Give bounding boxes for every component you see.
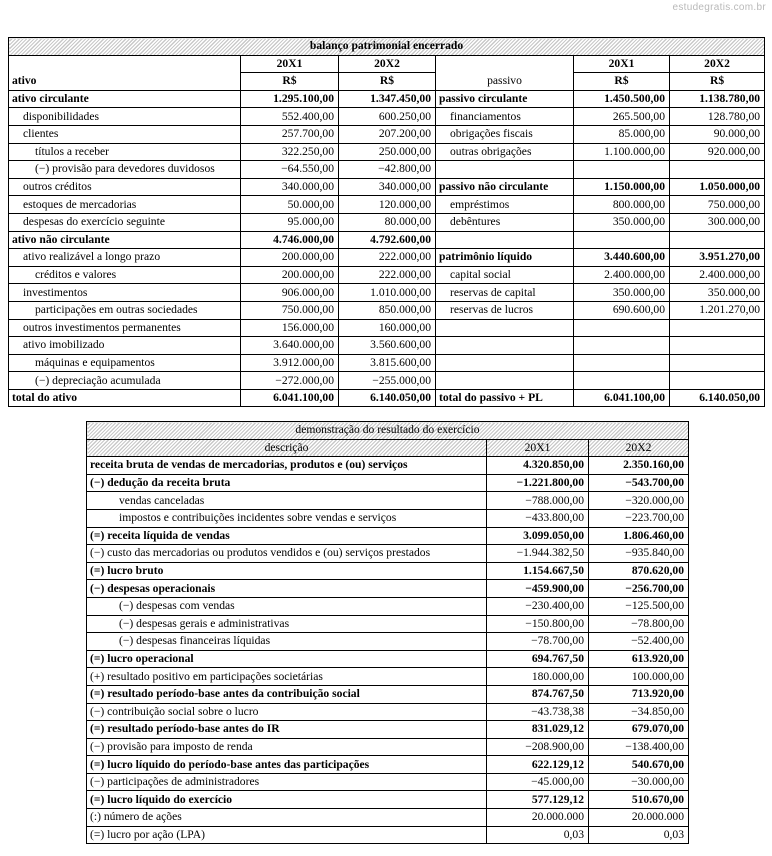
passivo-account-label: reservas de capital: [436, 284, 574, 302]
income-value-20x2: 713.920,00: [589, 685, 689, 703]
passivo-value-20x1: 350.000,00: [574, 213, 670, 231]
income-row: [87, 773, 689, 791]
income-row: [87, 721, 689, 739]
passivo-value-20x2: 350.000,00: [670, 284, 765, 302]
income-value-20x2: 20.000.000: [589, 809, 689, 827]
income-value-20x1: 831.029,12: [487, 721, 589, 739]
income-value-20x2: −78.800,00: [589, 615, 689, 633]
passivo-account-label: passivo circulante: [436, 90, 574, 108]
ativo-value-20x2: 160.000,00: [339, 319, 436, 337]
balance-row: [9, 231, 765, 249]
passivo-year-1-header: 20X1: [574, 55, 670, 73]
income-line-label: (−) contribuição social sobre o lucro: [87, 703, 487, 721]
ativo-account-label: estoques de mercadorias: [9, 196, 241, 214]
income-value-20x2: −52.400,00: [589, 633, 689, 651]
income-value-20x2: 100.000,00: [589, 668, 689, 686]
passivo-account-label: outras obrigações: [436, 143, 574, 161]
passivo-value-20x1: 85.000,00: [574, 125, 670, 143]
income-value-20x2: 870.620,00: [589, 562, 689, 580]
income-value-20x1: 3.099.050,00: [487, 527, 589, 545]
income-value-20x2: −34.850,00: [589, 703, 689, 721]
passivo-account-label: [436, 372, 574, 390]
ativo-account-label: ativo imobilizado: [9, 337, 241, 355]
income-value-20x1: 622.129,12: [487, 756, 589, 774]
passivo-account-label: capital social: [436, 266, 574, 284]
passivo-value-20x2: 2.400.000,00: [670, 266, 765, 284]
totals-row: [9, 389, 765, 407]
passivo-value-20x1: 1.100.000,00: [574, 143, 670, 161]
ativo-value-20x1: −272.000,00: [241, 372, 339, 390]
ativo-value-20x2: 120.000,00: [339, 196, 436, 214]
balance-row: [9, 196, 765, 214]
ativo-value-20x1: 3.912.000,00: [241, 354, 339, 372]
income-line-label: (=) lucro bruto: [87, 562, 487, 580]
blank-header-cell: [9, 55, 241, 73]
passivo-value-20x2: 90.000,00: [670, 125, 765, 143]
passivo-value-20x1: 690.600,00: [574, 301, 670, 319]
balance-row: [9, 213, 765, 231]
ativo-account-label: (−) depreciação acumulada: [9, 372, 241, 390]
income-row: [87, 509, 689, 527]
passivo-value-20x1: 350.000,00: [574, 284, 670, 302]
passivo-value-20x1: 800.000,00: [574, 196, 670, 214]
balance-row: [9, 143, 765, 161]
currency-label: R$: [574, 73, 670, 91]
passivo-account-label: financiamentos: [436, 108, 574, 126]
income-value-20x2: −30.000,00: [589, 773, 689, 791]
income-row: [87, 738, 689, 756]
income-row: [87, 756, 689, 774]
ativo-value-20x2: 80.000,00: [339, 213, 436, 231]
income-line-label: (=) resultado período-base antes da contribuição social: [87, 685, 487, 703]
ativo-value-20x1: 200.000,00: [241, 249, 339, 267]
income-row: [87, 685, 689, 703]
balance-row: [9, 161, 765, 179]
currency-label: R$: [670, 73, 765, 91]
ativo-account-label: títulos a receber: [9, 143, 241, 161]
passivo-value-20x2: [670, 319, 765, 337]
ativo-value-20x2: 340.000,00: [339, 178, 436, 196]
ativo-value-20x2: 850.000,00: [339, 301, 436, 319]
ativo-value-20x2: 3.815.600,00: [339, 354, 436, 372]
passivo-account-label: debêntures: [436, 213, 574, 231]
income-row: [87, 791, 689, 809]
income-value-20x1: 180.000,00: [487, 668, 589, 686]
balance-row: [9, 337, 765, 355]
income-value-20x1: −230.400,00: [487, 597, 589, 615]
income-value-20x2: −320.000,00: [589, 492, 689, 510]
income-value-20x2: 510.670,00: [589, 791, 689, 809]
income-row: [87, 474, 689, 492]
passivo-account-label: reservas de lucros: [436, 301, 574, 319]
ativo-account-label: participações em outras sociedades: [9, 301, 241, 319]
income-row: [87, 580, 689, 598]
passivo-value-20x2: [670, 337, 765, 355]
income-value-20x2: −256.700,00: [589, 580, 689, 598]
income-value-20x2: −125.500,00: [589, 597, 689, 615]
income-line-label: (=) lucro líquido do período-base antes das participações: [87, 756, 487, 774]
balance-row: [9, 319, 765, 337]
income-value-20x2: 613.920,00: [589, 650, 689, 668]
balance-row: [9, 90, 765, 108]
income-row: [87, 492, 689, 510]
ativo-value-20x1: 552.400,00: [241, 108, 339, 126]
total-ativo-20x2: 6.140.050,00: [339, 389, 436, 407]
ativo-account-label: outros créditos: [9, 178, 241, 196]
total-passivo-20x1: 6.041.100,00: [574, 389, 670, 407]
income-value-20x2: −543.700,00: [589, 474, 689, 492]
income-value-20x1: −150.800,00: [487, 615, 589, 633]
passivo-value-20x1: 2.400.000,00: [574, 266, 670, 284]
income-statement-title: demonstração do resultado do exercício: [87, 422, 689, 440]
total-ativo-label: total do ativo: [9, 389, 241, 407]
passivo-value-20x2: 300.000,00: [670, 213, 765, 231]
passivo-value-20x2: [670, 372, 765, 390]
income-value-20x2: 0,03: [589, 826, 689, 844]
ativo-value-20x2: 3.560.600,00: [339, 337, 436, 355]
income-row: [87, 668, 689, 686]
income-line-label: (−) dedução da receita bruta: [87, 474, 487, 492]
year-1-header: 20X1: [487, 439, 589, 457]
passivo-value-20x1: [574, 354, 670, 372]
ativo-value-20x2: 4.792.600,00: [339, 231, 436, 249]
passivo-account-label: obrigações fiscais: [436, 125, 574, 143]
ativo-year-2-header: 20X2: [339, 55, 436, 73]
ativo-account-label: créditos e valores: [9, 266, 241, 284]
ativo-year-1-header: 20X1: [241, 55, 339, 73]
passivo-value-20x1: [574, 337, 670, 355]
watermark: estudegratis.com.br: [672, 2, 766, 13]
ativo-value-20x2: −42.800,00: [339, 161, 436, 179]
income-row: [87, 545, 689, 563]
passivo-value-20x2: 1.050.000,00: [670, 178, 765, 196]
income-row: [87, 809, 689, 827]
income-value-20x1: −45.000,00: [487, 773, 589, 791]
ativo-value-20x1: 95.000,00: [241, 213, 339, 231]
passivo-value-20x2: [670, 231, 765, 249]
income-row: [87, 650, 689, 668]
total-ativo-20x1: 6.041.100,00: [241, 389, 339, 407]
passivo-account-label: patrimônio líquido: [436, 249, 574, 267]
ativo-value-20x2: 1.347.450,00: [339, 90, 436, 108]
ativo-account-label: ativo realizável a longo prazo: [9, 249, 241, 267]
currency-label: R$: [339, 73, 436, 91]
income-row: [87, 597, 689, 615]
passivo-value-20x1: 3.440.600,00: [574, 249, 670, 267]
passivo-value-20x1: [574, 231, 670, 249]
passivo-value-20x1: [574, 372, 670, 390]
passivo-value-20x2: [670, 161, 765, 179]
ativo-value-20x1: 50.000,00: [241, 196, 339, 214]
income-value-20x1: −1.221.800,00: [487, 474, 589, 492]
passivo-account-label: [436, 354, 574, 372]
passivo-value-20x1: 265.500,00: [574, 108, 670, 126]
passivo-account-label: [436, 231, 574, 249]
passivo-value-20x2: 1.201.270,00: [670, 301, 765, 319]
ativo-value-20x1: 1.295.100,00: [241, 90, 339, 108]
income-line-label: (−) custo das mercadorias ou produtos vendidos e (ou) serviços prestados: [87, 545, 487, 563]
income-value-20x2: −935.840,00: [589, 545, 689, 563]
income-value-20x2: 540.670,00: [589, 756, 689, 774]
passivo-value-20x1: [574, 319, 670, 337]
passivo-value-20x2: 3.951.270,00: [670, 249, 765, 267]
income-row: [87, 703, 689, 721]
ativo-account-label: clientes: [9, 125, 241, 143]
income-line-label: (:) número de ações: [87, 809, 487, 827]
ativo-value-20x1: 340.000,00: [241, 178, 339, 196]
income-value-20x1: 0,03: [487, 826, 589, 844]
income-row: [87, 527, 689, 545]
income-value-20x1: −788.000,00: [487, 492, 589, 510]
currency-label: R$: [241, 73, 339, 91]
income-value-20x2: 1.806.460,00: [589, 527, 689, 545]
balance-row: [9, 125, 765, 143]
ativo-account-label: máquinas e equipamentos: [9, 354, 241, 372]
description-column-header: descrição: [87, 439, 487, 457]
income-value-20x1: −43.738,38: [487, 703, 589, 721]
income-value-20x1: 20.000.000: [487, 809, 589, 827]
passivo-account-label: empréstimos: [436, 196, 574, 214]
income-row: [87, 615, 689, 633]
income-line-label: (=) resultado período-base antes do IR: [87, 721, 487, 739]
income-line-label: (=) lucro operacional: [87, 650, 487, 668]
income-line-label: receita bruta de vendas de mercadorias, produtos e (ou) serviços: [87, 457, 487, 475]
income-value-20x1: −78.700,00: [487, 633, 589, 651]
ativo-account-label: despesas do exercício seguinte: [9, 213, 241, 231]
passivo-account-label: [436, 161, 574, 179]
balance-row: [9, 178, 765, 196]
income-value-20x1: 874.767,50: [487, 685, 589, 703]
ativo-value-20x2: −255.000,00: [339, 372, 436, 390]
passivo-value-20x1: 1.150.000,00: [574, 178, 670, 196]
ativo-account-label: ativo não circulante: [9, 231, 241, 249]
income-line-label: (=) receita líquida de vendas: [87, 527, 487, 545]
ativo-value-20x2: 250.000,00: [339, 143, 436, 161]
ativo-account-label: outros investimentos permanentes: [9, 319, 241, 337]
balance-row: [9, 249, 765, 267]
passivo-account-label: [436, 337, 574, 355]
income-value-20x2: −223.700,00: [589, 509, 689, 527]
ativo-value-20x2: 222.000,00: [339, 249, 436, 267]
passivo-account-label: passivo não circulante: [436, 178, 574, 196]
ativo-value-20x1: 156.000,00: [241, 319, 339, 337]
ativo-value-20x1: 4.746.000,00: [241, 231, 339, 249]
income-row: [87, 826, 689, 844]
income-line-label: (−) participações de administradores: [87, 773, 487, 791]
income-line-label: (−) provisão para imposto de renda: [87, 738, 487, 756]
ativo-value-20x1: 200.000,00: [241, 266, 339, 284]
passivo-value-20x2: [670, 354, 765, 372]
balance-row: [9, 301, 765, 319]
ativo-value-20x1: 257.700,00: [241, 125, 339, 143]
passivo-value-20x2: 1.138.780,00: [670, 90, 765, 108]
balance-sheet-title: balanço patrimonial encerrado: [9, 38, 765, 56]
income-line-label: (−) despesas gerais e administrativas: [87, 615, 487, 633]
passivo-value-20x2: 128.780,00: [670, 108, 765, 126]
passivo-year-2-header: 20X2: [670, 55, 765, 73]
income-statement-table: [86, 421, 689, 844]
income-line-label: (−) despesas financeiras líquidas: [87, 633, 487, 651]
blank-header-cell: [436, 55, 574, 73]
income-value-20x1: −433.800,00: [487, 509, 589, 527]
income-value-20x1: −1.944.382,50: [487, 545, 589, 563]
ativo-value-20x1: 322.250,00: [241, 143, 339, 161]
ativo-column-header: ativo: [9, 73, 241, 91]
total-passivo-label: total do passivo + PL: [436, 389, 574, 407]
income-row: [87, 562, 689, 580]
ativo-value-20x1: 3.640.000,00: [241, 337, 339, 355]
ativo-value-20x2: 1.010.000,00: [339, 284, 436, 302]
ativo-account-label: disponibilidades: [9, 108, 241, 126]
balance-sheet-table: [8, 37, 765, 407]
passivo-value-20x1: 1.450.500,00: [574, 90, 670, 108]
income-row: [87, 633, 689, 651]
income-line-label: vendas canceladas: [87, 492, 487, 510]
ativo-account-label: investimentos: [9, 284, 241, 302]
ativo-value-20x2: 207.200,00: [339, 125, 436, 143]
income-value-20x1: −208.900,00: [487, 738, 589, 756]
total-passivo-20x2: 6.140.050,00: [670, 389, 765, 407]
passivo-value-20x1: [574, 161, 670, 179]
passivo-value-20x2: 920.000,00: [670, 143, 765, 161]
income-line-label: (−) despesas operacionais: [87, 580, 487, 598]
ativo-value-20x1: −64.550,00: [241, 161, 339, 179]
income-row: [87, 457, 689, 475]
ativo-account-label: (−) provisão para devedores duvidosos: [9, 161, 241, 179]
income-value-20x2: 679.070,00: [589, 721, 689, 739]
income-line-label: (+) resultado positivo em participações societárias: [87, 668, 487, 686]
ativo-value-20x2: 600.250,00: [339, 108, 436, 126]
balance-row: [9, 284, 765, 302]
ativo-value-20x2: 222.000,00: [339, 266, 436, 284]
income-value-20x1: −459.900,00: [487, 580, 589, 598]
income-value-20x2: 2.350.160,00: [589, 457, 689, 475]
balance-row: [9, 354, 765, 372]
balance-row: [9, 372, 765, 390]
income-line-label: (−) despesas com vendas: [87, 597, 487, 615]
balance-row: [9, 266, 765, 284]
passivo-account-label: [436, 319, 574, 337]
income-line-label: (=) lucro líquido do exercício: [87, 791, 487, 809]
ativo-value-20x1: 906.000,00: [241, 284, 339, 302]
income-value-20x1: 4.320.850,00: [487, 457, 589, 475]
income-value-20x2: −138.400,00: [589, 738, 689, 756]
ativo-account-label: ativo circulante: [9, 90, 241, 108]
income-line-label: impostos e contribuições incidentes sobre vendas e serviços: [87, 509, 487, 527]
passivo-value-20x2: 750.000,00: [670, 196, 765, 214]
income-value-20x1: 694.767,50: [487, 650, 589, 668]
ativo-value-20x1: 750.000,00: [241, 301, 339, 319]
balance-row: [9, 108, 765, 126]
income-line-label: (=) lucro por ação (LPA): [87, 826, 487, 844]
year-2-header: 20X2: [589, 439, 689, 457]
passivo-column-header: passivo: [436, 73, 574, 91]
income-value-20x1: 1.154.667,50: [487, 562, 589, 580]
income-value-20x1: 577.129,12: [487, 791, 589, 809]
